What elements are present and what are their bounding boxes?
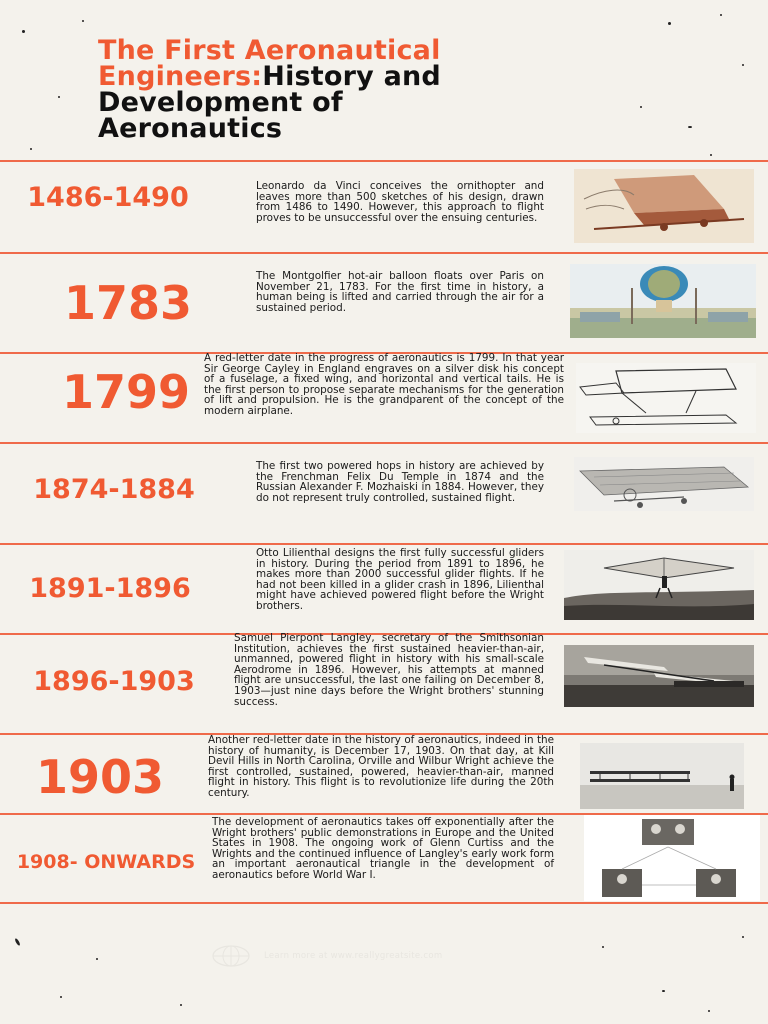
speck	[742, 64, 744, 66]
portrait-triangle-icon	[584, 815, 760, 901]
divider	[0, 252, 768, 254]
ornithopter-sketch-icon	[574, 169, 754, 243]
timeline-description: Samuel Pierpont Langley, secretary of the Smithsonian Institution, achieves the first sustained heavier-than-air, unmanned, powered flight in history with his small-scale Aerodrome in 1896. However, his attempts at manned flight are unsuccessful, the last one failing on December 8, 1903—just nine days before the Wright brothers' stunning success.	[234, 632, 544, 708]
footer-link-text[interactable]: Learn more at www.reallygreatsite.com	[264, 951, 443, 961]
divider	[0, 902, 768, 904]
speck	[668, 22, 671, 25]
timeline-description: A red-letter date in the progress of aeronautics is 1799. In that year Sir George Cayley in England engraves on a silver disk his concept of a fuselage, a fixed wing, and horizontal and vertical tails. He is the first person to propose separate mechanisms for the generation of lift and propulsion. He is the grandparent of the concept of the modern airplane.	[204, 352, 564, 417]
title-accent-1: The First Aeronautical	[98, 35, 441, 66]
timeline-year: 1908- ONWARDS	[16, 851, 196, 873]
speck	[710, 154, 712, 156]
speck	[662, 990, 665, 992]
timeline-description: The Montgolfier hot-air balloon floats over Paris on November 21, 1783. For the first time in history, a human being is lifted and carried through the air for a sustained period.	[256, 270, 544, 314]
divider	[0, 160, 768, 162]
timeline-description: Another red-letter date in the history of aeronautics, indeed in the history of humanity, is December 17, 1903. On that day, at Kill Devil Hills in North Carolina, Orville and Wilbur Wright achieve the first controlled, sustained, powered, heavier-than-air, manned flight in history. This flight is to revolutionize life during the 20th century.	[208, 734, 554, 799]
speck	[708, 1010, 710, 1012]
timeline-year: 1799	[61, 365, 191, 419]
speck	[58, 96, 60, 98]
hang-glider-icon	[564, 550, 754, 620]
hot-air-balloon-icon	[570, 264, 756, 338]
speck	[688, 126, 692, 128]
timeline-year: 1903	[35, 750, 165, 804]
timeline-year: 1874-1884	[33, 474, 195, 505]
divider	[0, 442, 768, 444]
speck	[602, 946, 604, 948]
speck	[22, 30, 25, 33]
title-line-3: Development of	[98, 87, 343, 118]
aerodrome-icon	[564, 645, 754, 707]
timeline-year: 1486-1490	[27, 182, 189, 213]
speck	[720, 14, 722, 16]
title-rest-2: History and	[262, 61, 441, 92]
timeline-year: 1783	[63, 276, 193, 330]
timeline-year: 1896-1903	[33, 666, 195, 697]
divider	[0, 543, 768, 545]
wright-flyer-icon	[580, 743, 744, 809]
timeline-description: Leonardo da Vinci conceives the ornithopter and leaves more than 500 sketches of his design, drawn from 1486 to 1490. However, this approach to flight proves to be unsuccessful over the ensuing centuries.	[256, 180, 544, 224]
glider-drawing-icon	[576, 363, 756, 433]
page-title	[98, 35, 658, 144]
timeline-description: Otto Lilienthal designs the first fully successful gliders in history. During the period from 1891 to 1896, he makes more than 2000 successful glider flights. If he had not been killed in a glider crash in 1896, Lilienthal might have achieved powered flight before the Wright brothers.	[256, 547, 544, 612]
speck	[742, 936, 744, 938]
monoplane-icon	[574, 457, 754, 511]
speck	[30, 148, 32, 150]
footer	[212, 944, 552, 968]
speck	[82, 20, 84, 22]
speck	[60, 996, 62, 998]
globe-icon	[212, 945, 250, 967]
speck	[180, 1004, 182, 1006]
speck	[96, 958, 98, 960]
speck	[14, 938, 21, 946]
timeline-description: The development of aeronautics takes off exponentially after the Wright brothers' public demonstrations in Europe and the United States in 1908. The ongoing work of Glenn Curtiss and the Wrights and the continued influence of Langley's early work form an important aeronautical triangle in the development of aeronautics before World War I.	[212, 816, 554, 881]
timeline-year: 1891-1896	[29, 573, 191, 604]
title-line-4: Aeronautics	[98, 113, 283, 144]
timeline-description: The first two powered hops in history are achieved by the Frenchman Felix Du Temple in 1874 and the Russian Alexander F. Mozhaiski in 1884. However, they do not represent truly controlled, sustained flight.	[256, 460, 544, 504]
title-accent-2: Engineers:	[98, 61, 263, 92]
